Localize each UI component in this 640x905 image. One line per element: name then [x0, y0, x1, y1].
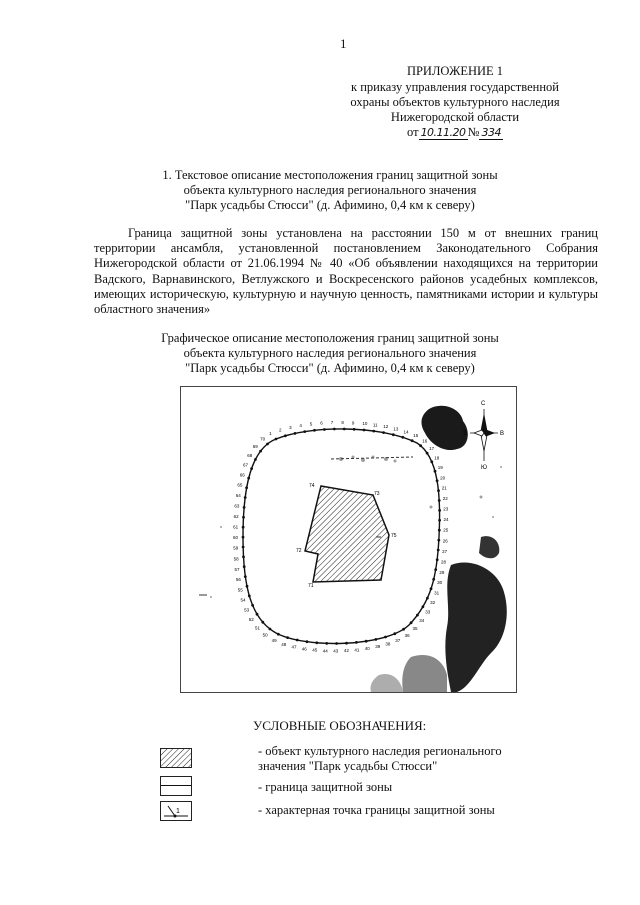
boundary-point-label: 56	[235, 577, 241, 583]
legend-item1-line2: значения "Парк усадьбы Стюсси"	[258, 759, 438, 773]
boundary-point	[248, 595, 251, 598]
body-text	[94, 226, 598, 317]
boundary-point	[434, 568, 437, 571]
boundary-point-label: 21	[441, 485, 447, 491]
boundary-point-label: 4	[299, 423, 302, 428]
boundary-point-label: 3	[289, 425, 292, 430]
boundary-point	[244, 496, 247, 499]
boundary-point-label: 34	[419, 618, 425, 624]
boundary-point-label: 27	[442, 548, 448, 554]
boundary-point-label: 6	[320, 420, 323, 426]
boundary-point-label: 13	[393, 426, 399, 432]
boundary-point-label: 63	[234, 503, 240, 509]
section2-line-2: объекта культурного наследия регионального значения	[183, 346, 477, 360]
legend-title: УСЛОВНЫЕ ОБОЗНАЧЕНИЯ:	[253, 718, 427, 733]
section2-line-1: Графическое описание местоположения границ защитной зоны	[161, 331, 499, 345]
number-prefix: №	[467, 125, 480, 139]
boundary-line-sample	[161, 785, 191, 786]
appendix-date-line	[330, 125, 580, 141]
boundary-point-label: 32	[430, 600, 436, 606]
boundary-point-label: 46	[301, 646, 307, 652]
legend-item1-line1: - объект культурного наследия регионального	[258, 744, 502, 758]
compass-rose	[470, 409, 498, 461]
boundary-point-label: 54	[240, 597, 246, 603]
terrain-dark-top-right	[422, 406, 468, 450]
boundary-point-label: 7	[330, 420, 334, 426]
legend-swatch-heritage	[160, 748, 192, 768]
hatch-swatch	[161, 749, 191, 767]
point-sample-icon	[161, 802, 191, 820]
boundary-point-label: 36	[404, 632, 410, 638]
boundary-point-label: 53	[244, 607, 250, 613]
boundary-point	[355, 641, 358, 644]
appendix-title: ПРИЛОЖЕНИЕ 1	[406, 64, 504, 78]
boundary-point-label: 70	[260, 436, 266, 442]
boundary-map	[180, 386, 517, 693]
boundary-point	[426, 452, 429, 455]
boundary-point	[266, 443, 269, 446]
boundary-point-label: 35	[412, 626, 418, 632]
compass-n-label: С	[481, 401, 486, 407]
boundary-point	[269, 628, 272, 631]
point-sample-label: 1	[176, 808, 180, 815]
boundary-point	[438, 509, 441, 512]
boundary-point	[242, 536, 245, 539]
boundary-point-label: 2	[279, 427, 282, 433]
boundary-point-label: 57	[234, 566, 240, 572]
boundary-point	[365, 640, 368, 643]
boundary-point	[323, 428, 326, 431]
boundary-point	[275, 438, 278, 441]
boundary-point	[303, 430, 306, 433]
boundary-point	[430, 587, 433, 590]
section1-line-2: объекта культурного наследия регионального значения	[183, 183, 477, 197]
boundary-point	[242, 556, 245, 559]
boundary-point-label: 42	[343, 648, 349, 654]
polygon-label: 75	[391, 533, 397, 539]
boundary-point-label: 33	[425, 609, 431, 615]
boundary-point-label: 51	[255, 625, 261, 631]
polygon-label: 73	[374, 491, 380, 497]
boundary-point-label: 16	[422, 438, 428, 444]
boundary-point	[436, 558, 439, 561]
boundary-point-label: 66	[239, 472, 245, 478]
boundary-point-label: 67	[243, 462, 249, 468]
boundary-point	[375, 638, 378, 641]
section1-line-1: 1. Текстовое описание местоположения границ защитной зоны	[162, 168, 498, 182]
boundary-point-label: 65	[237, 482, 243, 488]
boundary-point-label: 30	[437, 580, 443, 586]
boundary-point	[437, 539, 440, 542]
boundary-point-label: 64	[235, 492, 241, 498]
boundary-point	[254, 458, 257, 461]
boundary-point-label: 17	[429, 446, 435, 452]
boundary-point	[430, 460, 433, 463]
boundary-point-label: 29	[439, 569, 445, 575]
body-paragraph: Граница защитной зоны установлена на расстоянии 150 м от внешних границ территории ансамбля, установленной постановлением Законодательного Собрания Нижегородской области от 21.06.1994 № 40 «Об объявлении находящихся на территории Вадского, Варнавинского, Ветлужского и Воскресенского районов усадебных комплексов, имеющих историческую, культурную и научную ценность, памятниками истории и культуры областного значения»	[94, 226, 598, 317]
boundary-point-label: 40	[364, 646, 370, 651]
boundary-point-label: 47	[291, 644, 297, 650]
boundary-point	[437, 549, 440, 552]
boundary-point	[353, 428, 356, 431]
boundary-point	[315, 641, 318, 644]
boundary-point	[434, 470, 437, 473]
boundary-point-label: 62	[233, 513, 239, 519]
boundary-point	[313, 429, 316, 432]
boundary-point-label: 61	[233, 524, 239, 530]
compass-s-label: Ю	[481, 465, 488, 471]
boundary-point-label: 18	[434, 455, 440, 461]
appendix-line-1: к приказу управления государственной	[351, 80, 559, 94]
legend-item3: - характерная точка границы защитной зоны	[258, 803, 495, 817]
boundary-point-label: 43	[333, 648, 339, 654]
boundary-point	[247, 477, 250, 480]
boundary-point	[251, 604, 254, 607]
boundary-point	[345, 642, 348, 645]
boundary-point	[325, 642, 328, 645]
boundary-point	[411, 439, 414, 442]
boundary-point-label: 52	[248, 616, 254, 622]
heritage-object-polygon	[305, 486, 389, 582]
boundary-point	[277, 633, 280, 636]
boundary-point	[242, 546, 245, 549]
boundary-point	[256, 613, 259, 616]
boundary-point	[294, 432, 297, 435]
boundary-point	[261, 621, 264, 624]
boundary-point	[306, 640, 309, 643]
boundary-point	[243, 565, 246, 568]
boundary-point-label: 11	[372, 422, 378, 428]
boundary-point-label: 19	[437, 465, 443, 471]
boundary-point	[436, 479, 439, 482]
appendix-line-3: Нижегородской области	[390, 110, 520, 124]
boundary-point	[384, 636, 387, 639]
legend-item2: - граница защитной зоны	[258, 780, 393, 794]
appendix-line-2: охраны объектов культурного наследия	[350, 95, 560, 109]
polygon-label: 74	[309, 483, 315, 489]
boundary-point	[382, 431, 385, 434]
boundary-point-label: 12	[383, 424, 389, 430]
boundary-point-label: 68	[247, 452, 253, 458]
boundary-point	[401, 436, 404, 439]
boundary-point	[250, 467, 253, 470]
map-drawing	[181, 387, 516, 692]
date-value: 10.11.20	[420, 126, 466, 139]
boundary-point	[246, 585, 249, 588]
boundary-point-label: 8	[341, 420, 344, 425]
boundary-point-label: 69	[252, 444, 258, 449]
boundary-point	[416, 614, 419, 617]
boundary-point	[333, 428, 336, 431]
boundary-point-label: 26	[442, 538, 448, 544]
boundary-point-label: 55	[237, 587, 243, 593]
boundary-point	[437, 489, 440, 492]
boundary-point	[410, 621, 413, 624]
boundary-point	[242, 526, 245, 529]
boundary-point	[432, 578, 435, 581]
boundary-point-label: 24	[443, 517, 449, 523]
boundary-point	[402, 628, 405, 631]
boundary-point-label: 20	[440, 475, 446, 481]
boundary-point-label: 25	[443, 527, 449, 533]
boundary-point-label: 14	[403, 429, 409, 435]
boundary-point-label: 22	[442, 496, 448, 502]
terrain-dark-right	[445, 562, 506, 692]
boundary-point-label: 58	[233, 556, 239, 562]
boundary-point-label: 49	[271, 638, 277, 644]
boundary-point-label: 1	[269, 431, 272, 437]
boundary-point-label: 38	[385, 641, 391, 647]
boundary-point-label: 39	[375, 644, 381, 650]
boundary-point	[438, 519, 441, 522]
boundary-point	[343, 428, 346, 431]
section1-line-3: "Парк усадьбы Стюсси" (д. Афимино, 0,4 км к северу)	[185, 198, 475, 212]
polygon-label: 71	[308, 583, 314, 589]
boundary-point-label: 41	[354, 647, 360, 653]
boundary-point	[363, 429, 366, 432]
boundary-point	[296, 639, 299, 642]
boundary-point-label: 9	[351, 420, 355, 426]
boundary-point	[286, 636, 289, 639]
boundary-point-label: 45	[312, 647, 318, 653]
boundary-point-label: 15	[413, 433, 419, 439]
boundary-point	[392, 433, 395, 436]
boundary-point	[335, 642, 338, 645]
compass-e-label: В	[500, 431, 505, 437]
boundary-point-label: 28	[441, 559, 447, 565]
boundary-point	[242, 516, 245, 519]
boundary-point	[438, 529, 441, 532]
boundary-point	[426, 597, 429, 600]
page-number: 1	[340, 36, 347, 51]
boundary-point	[259, 450, 262, 453]
boundary-point	[243, 506, 246, 509]
boundary-point-label: 31	[434, 590, 440, 596]
boundary-point	[284, 434, 287, 437]
boundary-point	[245, 486, 248, 489]
boundary-point	[419, 444, 422, 447]
boundary-point-label: 59	[233, 545, 239, 551]
boundary-point	[393, 632, 396, 635]
boundary-point	[438, 499, 441, 502]
boundary-point-label: 44	[322, 648, 328, 654]
boundary-point-label: 60	[233, 535, 239, 541]
boundary-point-label: 5	[309, 421, 313, 427]
compass-w-label: З	[463, 431, 467, 437]
polygon-label: 72	[296, 548, 302, 554]
boundary-point	[244, 575, 247, 578]
legend-swatch-point	[160, 801, 192, 821]
legend-swatch-boundary	[160, 776, 192, 796]
number-value: 334	[481, 126, 501, 139]
section2-line-3: "Парк усадьбы Стюсси" (д. Афимино, 0,4 км к северу)	[185, 361, 475, 375]
boundary-point-label: 48	[281, 641, 287, 647]
date-prefix: от	[407, 125, 419, 139]
boundary-point-label: 23	[443, 506, 449, 512]
boundary-point-label: 37	[395, 637, 401, 643]
boundary-point	[422, 605, 425, 608]
boundary-point-label: 10	[362, 421, 368, 427]
boundary-point-label: 50	[262, 632, 268, 638]
boundary-point	[372, 430, 375, 433]
